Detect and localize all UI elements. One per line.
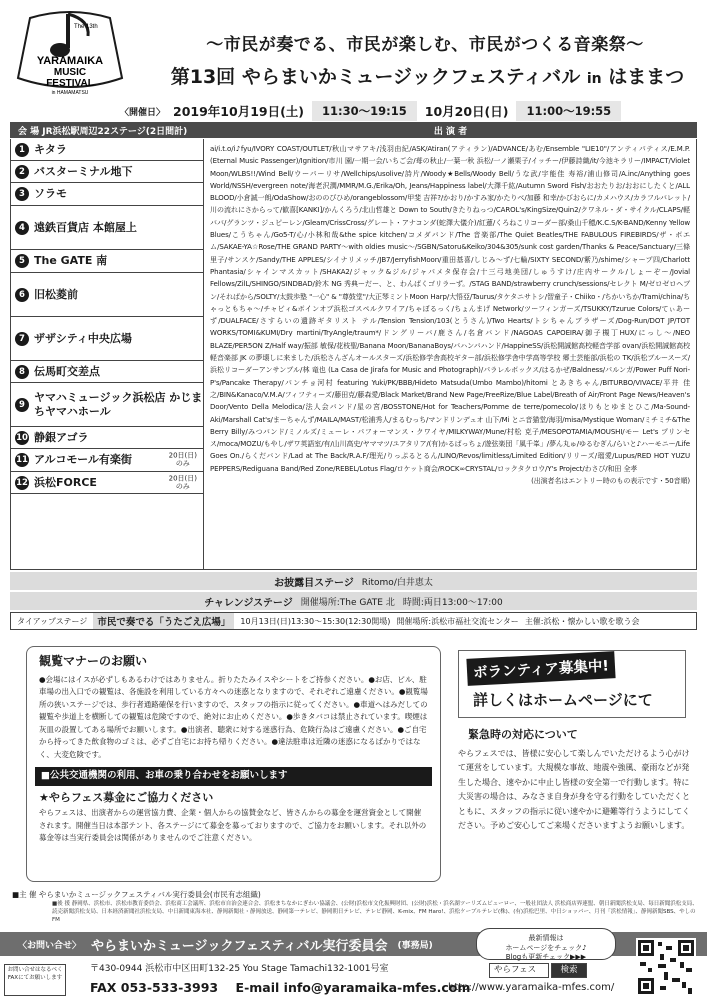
performers-header-label: 出 演 者 [433,126,468,137]
contact-fax-email [90,980,470,995]
stage-name: バスターミナル地下 [34,164,133,178]
stage-name: The GATE 南 [34,254,108,268]
tieup-time: 10月13日(日)13:30〜15:30(12:30開場) [240,616,391,626]
event-dates [120,101,700,121]
emergency-section [458,728,694,834]
search-button[interactable]: 検索 [551,963,587,978]
stage-date-note: 20日(日) のみ [168,474,197,491]
support-line: ■後 援 静岡県、浜松市、浜松市教育委員会、浜松商工会議所、浜松市自治会連合会、浜松まちなかにぎわい協議会、(公財)浜松市文化振興財団、(公財)浜松・浜名湖ツーリズムビューロー、一般社団法人 浜松商店界連盟、朝日新聞浜松支局、毎日新聞浜松支局、読売新聞浜松支局、日本経済新聞社浜松支局、中日新聞東海本社、静岡新聞社・静岡放送、静岡第一テレビ、静岡朝日テレビ、テレビ静岡、K-mix、FM Haro!、浜松ケーブルテレビ(株)、(有)浜松巴里、中日ショッパー、月刊「浜松情報」、静岡新聞SBS、やしのFM [52,901,698,923]
website-url[interactable]: http://www.yaramaika-mfes.com/ [448,982,615,993]
performers-note: (出演者名はエントリー時のもの表示です・50音順) [531,477,690,486]
stage-row [11,472,203,494]
festival-subtitle: 〜市民が奏でる、市民が楽しむ、市民がつくる音楽祭〜 [206,35,644,55]
stage-name: 静銀アゴラ [34,430,89,444]
title-in: in [586,71,602,87]
manners-body: ●会場にはイスが必ずしもあるわけではありません。折りたたみイスやシートをご持参ください。●お店、ビル、駐車場の出入口での観覧は、各施設を利用している方々への迷惑となりますので、それぞれご遠慮ください。●観覧場所の狭いステージでは、歩行者通路確保を行いますので、スタッフの指示に従ってください。●車道へはみだしての観覧や歩道上を横断しての観覧は危険ですので、絶対にお止めください。●歩きタバコは禁止されています。喫煙は灰皿の設置してある場所でお願いします。●出演者、聴衆に対する迷惑行為、危険行為はご遠慮ください。●ご自宅から持ってきた飲食物のゴミは、必ずご自宅にお持ち帰りください。●違法駐車は近隣の迷惑になるばかりではなく、大変危険です。 [39,674,428,759]
challenge-stage-time: 時間:両日13:00〜17:00 [402,597,503,608]
venue-header-label: 会 場 JR浜松駅周辺22ステージ(2日間計) [18,126,188,137]
stage-row [11,206,203,250]
stage-name: 浜松FORCE [34,475,97,489]
stage-name: ヤマハミュージック浜松店 かじまちヤマハホール [34,391,203,418]
title-main: やらまいかミュージックフェスティバル [241,66,581,88]
fund-title: ★やらフェス募金にご協力ください [39,790,214,804]
contact-office: (事務局) [397,940,433,951]
fanfare-stage-performers: Ritomo/白井恵太 [361,577,433,588]
date-day2: 10月20日(日) [424,104,509,119]
stage-row [11,250,203,273]
time-day1: 11:30〜19:15 [312,101,417,121]
performers-list [204,139,697,570]
stage-row [11,139,203,161]
stage-name: ソラモ [34,187,67,201]
title-prefix: 第13回 [170,66,236,88]
qr-code-icon[interactable] [636,938,696,996]
logo-line2: MUSIC [53,67,87,78]
logo-small-top: The 13th [74,24,98,30]
stage-number: 8 [15,365,29,379]
stage-date-note: 20日(日) のみ [168,451,197,468]
challenge-stage-bar [10,592,697,610]
stage-row [11,361,203,383]
fanfare-stage-title: お披露目ステージ [274,577,354,589]
stage-row [11,383,203,427]
contact-label: 〈お問い合せ〉 [18,940,82,951]
emergency-body: やらフェスでは、皆様に安心して楽しんでいただけるよう心がけて運営をしています。大規模な事故、地震や強風、豪雨などが発生した場合、速やかに中止し皆様の安全第一で行動します。特に大災害の場合は、みなさま自身が身を守る行動をしていただくとともに、スタッフの指示に従い速やかに避難等行うようにしてください。予めご安心してご来場くださいますようお願いします。 [458,748,690,830]
stage-row [11,183,203,206]
stage-name: 旧松菱前 [34,287,78,301]
search-input[interactable]: やらフェス [489,963,549,978]
stage-name: 遠鉄百貨店 本館屋上 [34,220,137,234]
fund-body: やらフェスは、出演者からの運営協力費、企業・個人からの協賛金など、皆さんからの募金を運営資金として開催されます。開催当日は本部テント、各ステージにて募金を募っておりますので、ご協力をお願いします。それ以外の募金等は当実行委員会は関係がありませんのでご注意ください。 [39,808,427,842]
manners-title: 観覧マナーのお願い [39,654,148,668]
contact-address: 〒430-0944 浜松市中区田町132-25 You Stage Tamachi132-1001号室 [90,964,389,974]
stage-number: 12 [16,477,28,488]
venue-table-header [10,122,697,138]
contact-fax: FAX 053-533-3993 [90,980,219,995]
festival-title [150,62,705,89]
volunteer-headline: ボランティア募集中! [466,651,615,686]
logo-line3: FESTIVAL [46,78,94,89]
tieup-place: 開催場所:浜松市福社交流センター [396,616,519,626]
time-day2: 11:00〜19:55 [516,101,621,121]
organizer-info [12,889,702,924]
stage-row [11,273,203,317]
volunteer-subline: 詳しくはホームページにて [473,691,653,709]
stage-number: 7 [15,332,29,346]
stage-row [11,317,203,361]
transport-warning: ■公共交通機関の利用、お車の乗り合わせをお願いします [35,767,432,786]
web-check-bubble: 最新情報は ホームページをチェック♪ Blogも更新チェック▶▶▶ [476,928,616,960]
tieup-label: タイアップステージ [17,616,88,626]
logo-small-bottom: in HAMAMATSU [51,90,89,96]
contact-email[interactable]: E-mail info@yaramaika-mfes.com [235,980,471,995]
festival-logo [10,8,130,100]
stage-row [11,449,203,472]
stage-number: 6 [15,288,29,302]
fax-notice: お問い合せはなるべくFAXにてお願いします [4,964,66,996]
stage-number: 2 [15,165,29,179]
logo-line1: YARAMAIKA [36,55,104,67]
title-place: はままつ [608,66,685,88]
tieup-stage-bar [10,612,697,630]
stage-number: 3 [15,187,29,201]
stage-number: 9 [15,398,29,412]
stage-number: 4 [15,221,29,235]
stage-row [11,161,203,183]
organizer-line: ■主 催 やらまいかミュージックフェスティバル実行委員会(市民有志組織) [12,890,261,899]
stage-number: 10 [16,432,28,443]
volunteer-box [458,650,686,718]
stage-number: 5 [15,254,29,268]
stage-name: 伝馬町交差点 [34,364,100,378]
stage-name: アルコモール有楽街 [34,453,132,467]
stage-list [10,139,204,570]
challenge-stage-title: チャレンジステージ [204,597,293,609]
manners-box [26,646,441,882]
tieup-title: 市民で奏でる「うたごえ広場」 [93,613,234,629]
dates-label: 〈開催日〉 [120,107,166,118]
performers-text: ai/i.t.o/i♪fyu/IVORY COAST/OUTLET/秋山マサアキ/浅羽由紀/ASK/Atiran(アティラン)/ADVANCE/あむ/Ensemble "LIE10"/アンティパティス/E.M.P.(Eternal Music Passenger)/Ignition/市川 園/一期一会/いちご会/苺の秋止/一葉一秋 浜松/一ノ瀬栗子/イッチー/伊藤詩織/it/今池キラリー/IMPACT/Violet Moon/WLBS!!/Wind Bell/ウーパーリサ/Wellchips/usolive/詩片/Woody★Bells/Woody Bell/うな武/宇能佳 寿裕/浦山修司/A.inc/Anything goes World/NSSH/evergreen note/海老沢潤/MMR/M.G./Erika/Oh, Jeans/Happiness label/大澤千紘/Autumn Sword Fish/おおたりお/おおにしたくと/ALL BLOOD/小倉誠一朗/OdaShow/おののびひめ/orangeblossom/甲斐 吉祥?/かおり/かすみ家/かたりべ/加藤 和幸/かびおらに/カメハウス/カラフルバレット/川の流れにさからって/歓喜[KANKI]/かんくろう/北山哲雄と Down to South/きたりねっつ/CAROL's/KingSize/Quin2/クワネル・ダ・サイクル/CLAPS/軽ババ/グランツ・ジュピーレン/Gleam/CrissCross/グレート・アナコンダ(蛇澤大儀介)/紅蓮/くろねこリコーダー部/桑山千穂/K.C.S/K-BAND/Kenny Yellow Blues/こうちゃん/Go5-T/心/小林和哉&the spice kitchen/コメダバンド/The 音楽部/The Quiet Beatles/THE FABULOUS FIREBIRDS/ザ・ボエム/SAKAE-YA☆Rose/THE GRAND PARTY〜with oldies music〜/SGBN/Satoru&Keiko/304&305/sunk cost garden/Thanks & Peace/Sanctuary/三條 里子/サンスケ/Sandy/THE APPLES/シイナリメッチ/JB7/JerryfishMoon/重田基喜/しじみ〜ず/七輪/SIXTY SECOND/紫乃/shime/シャープ四/Charlott Phantasia/シャインマスカット/SHAKA2/ジャック&ジル/ジャパメタ保存会/十三弓地美団/しゅうすけ/庄内サークル/しょーぞー/Jovial Fellows/ZilL/SHINGO/SINDBAD/鈴木 NG 秀典ーだー、と、わんばくゴリラーず。/STAG BAND/strawberry crunch/sessions/セレクト M/ゼロゼロヘブン/そればから/SOLTY/太鼓歩塾 "一心" & "尊鼓堂"/大正琴ミントMoon Harp/大悟亞/Taurus/タケタニサトシ/智童子・Chiiko・/ちかいちか/Trami/china/ちゃっともちゃ〜/チャビィ&ボインオブ浜松ゴスペルクワイア/ちゃぼるっく/ちょんまげ Network/ツーフィンガーズ/TSUKKY/Tzurue Colors/てぃあーず/DUALFACE/さすらいの遺跡ギタリスト テル/Tension Tension/103(とうさん)/Two Hearts/トシちゃんブラザーズ/Dog-Run/DOT JP/TOT WORKS/TOMI&KUMI/Dry martini/TryAngle/traum*/ドングリーバ/鹿さん/名倉バンド/NAGOAS CAPOEIRA/御子槻丁HUX/にっし〜/NEO BLAZE/PER5ON Z/Half way/振部 敏保/花枝聖/Banana Moon/BananaBoys/バハンバハンド/HappineSS/浜松開誠館高校軽音学部 ovan/浜松開誠館高校軽音楽部 JK の夢壊しに来ました/浜松さんざんオールスターズ/浜松修学舎高校ギター部/浜松修学舎中学高等学校 郷土芸能部/浜松の TK/浜松ブルースーズ/浜松リコーダーアンサンブル/林 竜也 (La Casa de Jirafa for Music and Photograph)/パラレルボックス/はるかぜ/Baldness/パルンガ/Power Puff Nori-P's/Pancake Therapy/パンチョ河村 featuring Yuki/PK/BBB/Hideto Matsuda(Umbo Mambo)/hitomi とあきちゃん/BITURBO/VIVACE/平井 佳之/BIN&Kanaco/V.M.A/フィフティーズ/藤田克/藤森愛/Black Market/Brand New Page/FreeRize/Blue Label/Breath of Air/Front Page News/Heaven's Door/Vento Della Melodica/法人会バンド/星の宮/BOSSTONE/Hot for Teachers/Pomme de terre/pomecolo/ほりもとゆまとひこ/Ma-Sound-Aki/Marshall Cat's/まーちゃんず/MAILA/MAST/松浦秀人/まるむっち/マンドリンデュオ 山下/Mi とニ音猫堂/海羽/misa/Mystique Woman/ミチミチ&The Berry Billy/みつバンド/ミノルズ/ミューレ・パフォーマンス・クワイヤ/MILKYWAY/Mune/村松 克子/MESOPOTAMIA/MOUSHI/モー Let's プリンセス/moca/MOZU/もやし/ザワ英語室/有/山川高史/ヤママツ/ユアタリア/(有)かるばっちょ/遊弦楽団「風千峯」/夢ん丸ゅ/ゆるむぎん/らいと♪ハーモニー/Life Goes On./らくだバンド/Lad at The Back/R.A.F/理光/りっぷるとるん/LINO/Revos/limitless/Limited Edition/リリーズ/瑠愛/Lupus/RED HOT YUZU PEPPERS/Rediguana Band/Red Zone/REBEL/Lotus Flag/ロケット商会/ROCK∞CRYSTAL/ロックタクロウ/Y's Project/わさび/和田 全孝 [210,145,690,473]
stage-number: 1 [15,143,29,157]
stage-name: キタラ [34,142,67,156]
contact-org: やらまいかミュージックフェスティバル実行委員会 [91,938,388,954]
stage-row [11,427,203,449]
emergency-title: 緊急時の対応について [468,728,578,741]
stage-name: ザザシティ中央広場 [34,331,132,345]
challenge-stage-venue: 開催場所:The GATE 北 [300,597,395,608]
stage-number: 11 [16,455,28,465]
date-day1: 2019年10月19日(土) [173,104,305,119]
tieup-host: 主催:浜松・懐かしい歌を歌う会 [524,616,640,626]
fanfare-stage-bar [10,572,697,590]
